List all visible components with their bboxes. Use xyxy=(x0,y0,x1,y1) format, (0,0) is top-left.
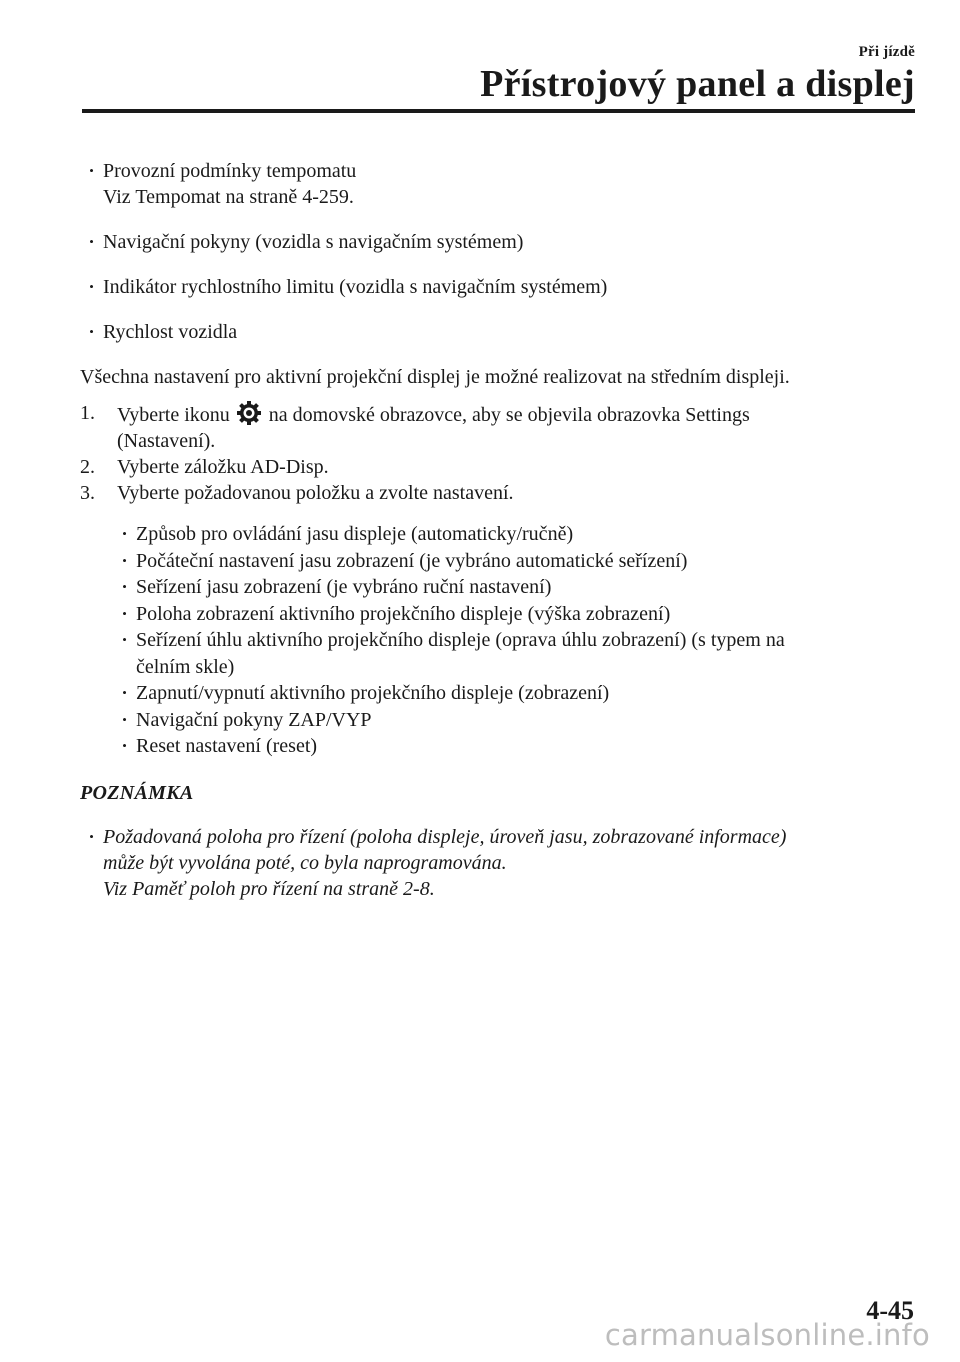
note-text: může být vyvolána poté, co byla naprogramována. xyxy=(103,851,507,874)
note-text: Požadovaná poloha pro řízení (poloha displeje, úroveň jasu, zobrazované informace) xyxy=(103,825,787,848)
bullet-icon: • xyxy=(122,738,127,753)
bullet-icon: • xyxy=(122,685,127,700)
cross-reference: Viz Paměť poloh pro řízení na straně 2-8. xyxy=(103,877,435,900)
step-number: 2. xyxy=(80,456,95,478)
bullet-icon: • xyxy=(89,324,94,339)
list-item xyxy=(80,274,900,300)
bullet-icon: • xyxy=(122,632,127,647)
step-text: Vyberte požadovanou položku a zvolte nastavení. xyxy=(117,482,514,504)
list-item-text-cont: čelním skle) xyxy=(136,655,235,678)
list-item xyxy=(80,229,900,255)
list-item-text: Indikátor rychlostního limitu (vozidla s navigačním systémem) xyxy=(103,276,608,298)
bullet-icon: • xyxy=(122,526,127,541)
list-item-text: Navigační pokyny ZAP/VYP xyxy=(136,708,372,731)
step-text-cont: (Nastavení). xyxy=(117,430,216,452)
step-number: 1. xyxy=(80,402,95,424)
list-item-text: Navigační pokyny (vozidla s navigačním systémem) xyxy=(103,231,524,253)
list-item-text: Seřízení jasu zobrazení (je vybráno ruční nastavení) xyxy=(136,576,552,598)
bullet-icon: • xyxy=(89,279,94,294)
list-item xyxy=(113,680,900,707)
header-rule xyxy=(82,109,915,113)
section-label: Při jízdě xyxy=(858,44,915,60)
list-item xyxy=(113,574,900,601)
cross-reference: Viz Tempomat na straně 4-259. xyxy=(103,186,354,208)
list-item-text: Reset nastavení (reset) xyxy=(136,735,318,757)
bullet-icon: • xyxy=(122,579,127,594)
step-number: 3. xyxy=(80,482,95,504)
step-text: Vyberte záložku AD-Disp. xyxy=(117,456,329,478)
list-item xyxy=(113,601,900,628)
page-number: 4-45 xyxy=(866,1296,914,1325)
bullet-icon: • xyxy=(89,828,94,844)
list-item-text: Počáteční nastavení jasu zobrazení (je vybráno automatické seřízení) xyxy=(136,549,688,572)
list-item xyxy=(80,158,900,210)
settings-gear-icon xyxy=(236,400,262,426)
note-item xyxy=(80,824,900,902)
page-title: Přístrojový panel a displej xyxy=(480,63,915,105)
list-item xyxy=(113,521,900,548)
list-item xyxy=(113,548,900,575)
watermark-text: carmanualsonline.info xyxy=(604,1318,930,1352)
body-paragraph: Všechna nastavení pro aktivní projekční displej je možné realizovat na středním displeji. xyxy=(80,366,790,388)
list-item-text: Způsob pro ovládání jasu displeje (automaticky/ručně) xyxy=(136,523,574,545)
bullet-icon: • xyxy=(89,234,94,249)
bullet-icon: • xyxy=(89,163,94,178)
bullet-icon: • xyxy=(122,605,127,621)
step-item xyxy=(80,454,900,480)
step-item xyxy=(80,480,900,506)
list-item-text: Provozní podmínky tempomatu xyxy=(103,160,357,182)
list-item xyxy=(113,707,900,734)
note-heading: POZNÁMKA xyxy=(80,781,194,804)
list-item-text: Rychlost vozidla xyxy=(103,321,238,343)
list-item xyxy=(113,733,900,760)
step-item xyxy=(80,400,900,454)
bullet-icon: • xyxy=(122,711,127,727)
list-item xyxy=(113,627,900,680)
settings-list xyxy=(113,521,900,760)
step-text: Vyberte ikonu xyxy=(117,404,230,426)
main-content xyxy=(80,158,900,902)
bullet-icon: • xyxy=(122,552,127,568)
list-item-text: Poloha zobrazení aktivního projekčního displeje (výška zobrazení) xyxy=(136,602,671,625)
step-text: na domovské obrazovce, aby se objevila obrazovka Settings xyxy=(268,404,750,426)
list-item-text: Zapnutí/vypnutí aktivního projekčního displeje (zobrazení) xyxy=(136,682,610,704)
list-item-text: Seřízení úhlu aktivního projekčního displeje (oprava úhlu zobrazení) (s typem na xyxy=(136,629,785,651)
list-item xyxy=(80,319,900,345)
